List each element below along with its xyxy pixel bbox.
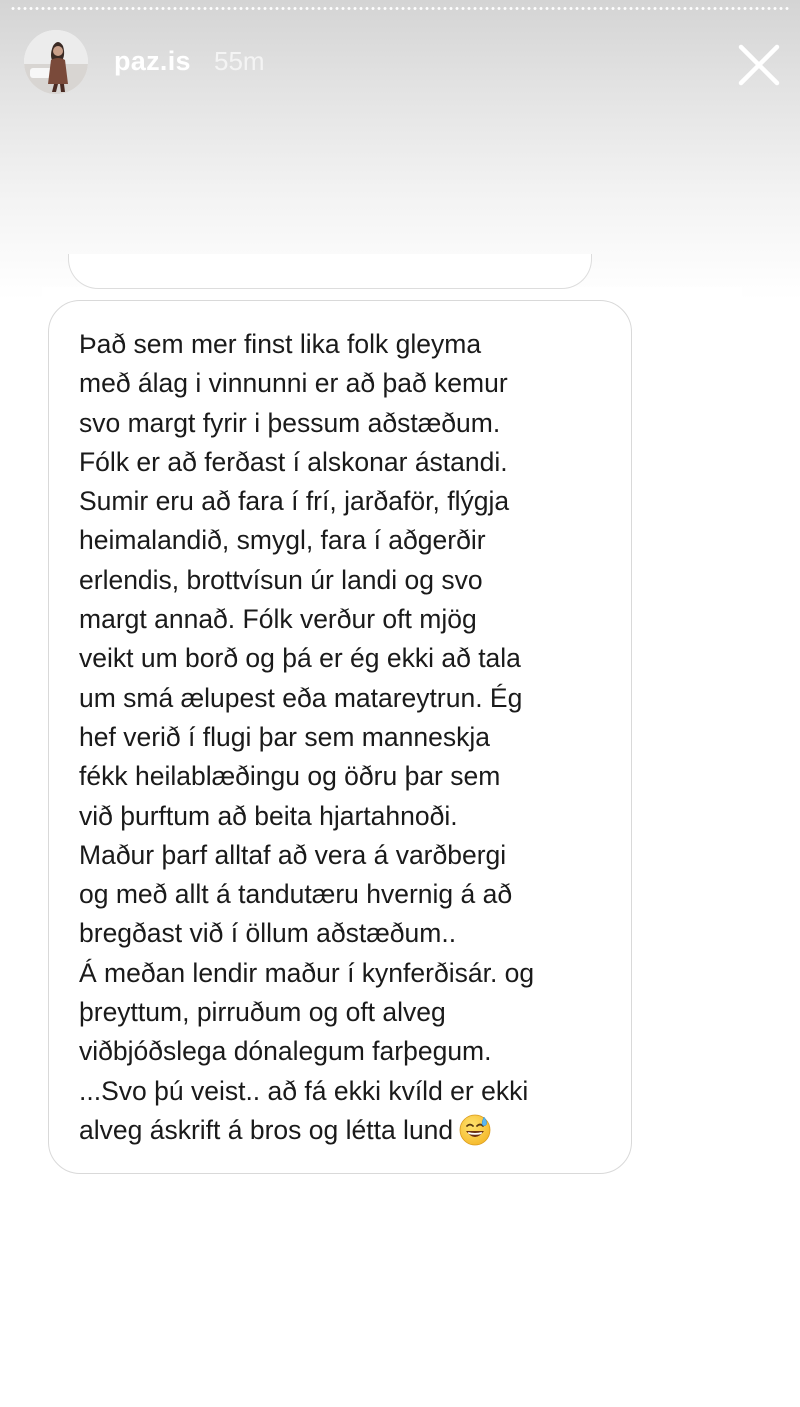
message-text xyxy=(79,325,619,1157)
message-line: um smá ælupest eða matareytrun. Ég xyxy=(79,682,523,713)
message-line: með álag i vinnunni er að það kemur xyxy=(79,368,508,399)
message-line: Sumir eru að fara í frí, jarðaför, flýgja xyxy=(79,486,510,517)
message-line-text: alveg áskrift á bros og létta lund xyxy=(79,1114,454,1145)
message-line: og með allt á tandutæru hvernig á að xyxy=(79,879,513,910)
message-line: viðbjóðslega dónalegum farþegum. xyxy=(79,1036,492,1067)
message-line-last xyxy=(79,1111,619,1157)
message-line: svo margt fyrir i þessum aðstæðum. xyxy=(79,407,501,438)
sweat-smile-emoji-icon xyxy=(459,1114,491,1157)
message-line: fékk heilablæðingu og öðru þar sem xyxy=(79,761,501,792)
message-line: Á meðan lendir maður í kynferðisár. og xyxy=(79,957,535,988)
timestamp: 55m xyxy=(214,46,265,76)
profile-photo-icon xyxy=(24,30,88,94)
close-icon xyxy=(730,36,788,94)
message-line: ...Svo þú veist.. að fá ekki kvíld er ekki xyxy=(79,1075,529,1106)
message-line: bregðast við í öllum aðstæðum.. xyxy=(79,918,457,949)
avatar[interactable] xyxy=(24,30,88,94)
story-progress-bar xyxy=(10,7,790,10)
message-line: hef verið í flugi þar sem manneskja xyxy=(79,721,490,752)
username[interactable]: paz.is xyxy=(114,46,191,76)
previous-message-bubble xyxy=(68,254,592,289)
message-bubble xyxy=(48,300,632,1174)
close-button[interactable] xyxy=(730,36,788,94)
message-line: veikt um borð og þá er ég ekki að tala xyxy=(79,643,521,674)
message-line: þreyttum, pirruðum og oft alveg xyxy=(79,997,446,1028)
message-line: Fólk er að ferðast í alskonar ástandi. xyxy=(79,446,508,477)
story-header xyxy=(0,26,800,96)
message-line: heimalandið, smygl, fara í aðgerðir xyxy=(79,525,486,556)
message-line: margt annað. Fólk verður oft mjög xyxy=(79,604,477,635)
message-line: erlendis, brottvísun úr landi og svo xyxy=(79,564,483,595)
message-line: við þurftum að beita hjartahnoði. xyxy=(79,800,458,831)
message-line: Það sem mer finst lika folk gleyma xyxy=(79,329,482,359)
message-line: Maður þarf alltaf að vera á varðbergi xyxy=(79,839,507,870)
